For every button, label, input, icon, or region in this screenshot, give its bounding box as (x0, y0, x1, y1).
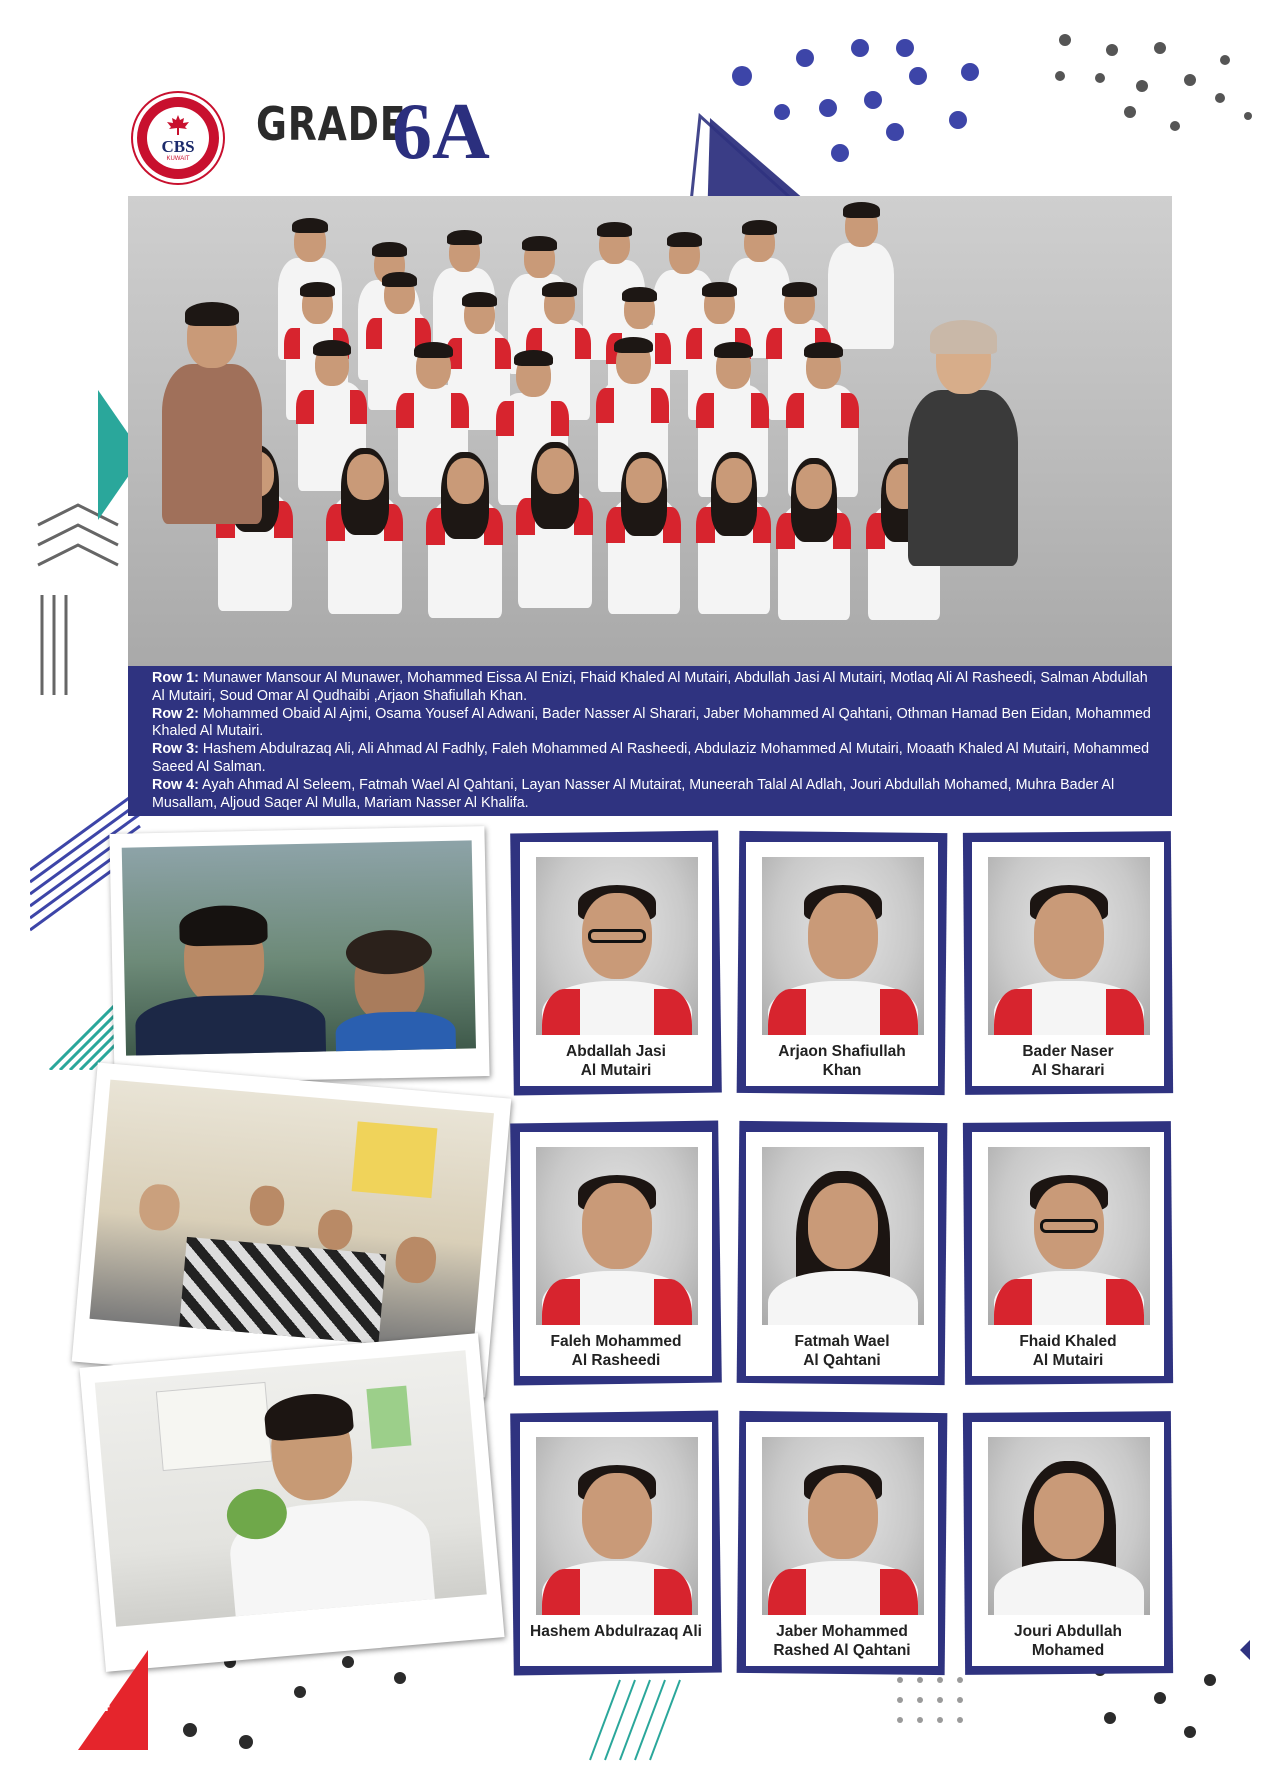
logo-subtext: KUWAIT (166, 156, 190, 162)
student-card (512, 1122, 720, 1384)
student-portrait (988, 1147, 1150, 1325)
student-name (526, 1622, 706, 1641)
student-card (738, 1122, 946, 1384)
student-card (964, 1122, 1172, 1384)
student-name (752, 1332, 932, 1370)
student-name-line1: Jaber Mohammed (776, 1623, 908, 1640)
student-name (526, 1042, 706, 1080)
student-portrait (988, 1437, 1150, 1615)
page-number: 64 (82, 1687, 110, 1718)
student-portrait (762, 857, 924, 1035)
student-name-line1: Arjaon Shafiullah (778, 1043, 906, 1060)
student-card (964, 832, 1172, 1094)
student-card (512, 832, 720, 1094)
student-portrait (762, 1437, 924, 1615)
class-group-photo (128, 196, 1172, 666)
student-name-line1: Bader Naser (1022, 1043, 1114, 1060)
student-portrait (536, 1147, 698, 1325)
student-portrait (536, 1437, 698, 1615)
student-name (978, 1332, 1158, 1370)
caption-row-2: Row 2: Mohammed Obaid Al Ajmi, Osama Yousef Al Adwani, Bader Nasser Al Sharari, Jaber Mohammed Al Qahtani, Othman Hamad Ben Eidan, Mohammed Khaled Al Mutairi. (152, 705, 1151, 740)
student-name-line2: Al Mutairi (580, 1062, 652, 1079)
student-name (526, 1332, 706, 1370)
student-name-line2: Rashed Al Qahtani (773, 1642, 911, 1659)
maple-leaf-icon (166, 115, 190, 135)
student-name (978, 1622, 1158, 1660)
student-name (752, 1042, 932, 1080)
student-name-line2: Al Sharari (1031, 1062, 1105, 1079)
logo-text: CBS (161, 137, 195, 156)
student-name-line2: Al Qahtani (803, 1352, 881, 1369)
decorative-dots-top-right (720, 20, 1260, 170)
student-name-line1: Jouri Abdullah (1014, 1623, 1122, 1640)
student-portrait (536, 857, 698, 1035)
student-card (964, 1412, 1172, 1674)
student-card (738, 1412, 946, 1674)
student-name-line2: Al Mutairi (1032, 1352, 1104, 1369)
candid-photo-outdoor (109, 826, 489, 1084)
student-name-line1: Fatmah Wael (794, 1333, 890, 1350)
grade-number: 6A (392, 88, 490, 176)
student-name-line1: Fhaid Khaled (1019, 1333, 1117, 1350)
candid-photo-plant (79, 1333, 504, 1672)
school-logo (133, 93, 223, 183)
student-card (512, 1412, 720, 1674)
caption-row-1: Row 1: Munawer Mansour Al Munawer, Mohammed Eissa Al Enizi, Fhaid Khaled Al Mutairi, Abdullah Jasi Al Mutairi, Motlaq Ali Al Rasheedi, Salman Abdullah Al Mutairi, Soud Omar Al Qudhaibi ,Arjaon Shafiullah Khan. (152, 670, 1148, 704)
student-card (738, 832, 946, 1094)
student-name-line1: Faleh Mohammed (550, 1333, 682, 1350)
student-name-line2: Khan (822, 1062, 862, 1079)
caption-row-3: Row 3: Hashem Abdulrazaq Ali, Ali Ahmad Al Fadhly, Faleh Mohammed Al Rasheedi, Abdulaziz Mohammed Al Mutairi, Moaath Khaled Al Mutairi, Mohammed Saeed Al Salman. (152, 741, 1150, 775)
student-name (978, 1042, 1158, 1080)
student-portrait (762, 1147, 924, 1325)
student-portrait (988, 857, 1150, 1035)
student-name-line2: Al Rasheedi (571, 1352, 661, 1369)
student-name-line2: Mohamed (1031, 1642, 1105, 1659)
student-name (752, 1622, 932, 1660)
caption-row-4: Row 4: Ayah Ahmad Al Seleem, Fatmah Wael Al Qahtani, Layan Nasser Al Mutairat, Muneerah Talal Al Adlah, Jouri Abdullah Mohamed, Muhra Bader Al Musallam, Aljoud Saqer Al Mulla, Mariam Nasser Al Khalifa. (152, 776, 1115, 811)
student-name-line1: Abdallah Jasi (566, 1043, 666, 1060)
student-name-line1: Hashem Abdulrazaq Ali (530, 1623, 702, 1640)
class-photo-caption (128, 666, 1172, 816)
grade-label: GRADE (256, 97, 407, 151)
